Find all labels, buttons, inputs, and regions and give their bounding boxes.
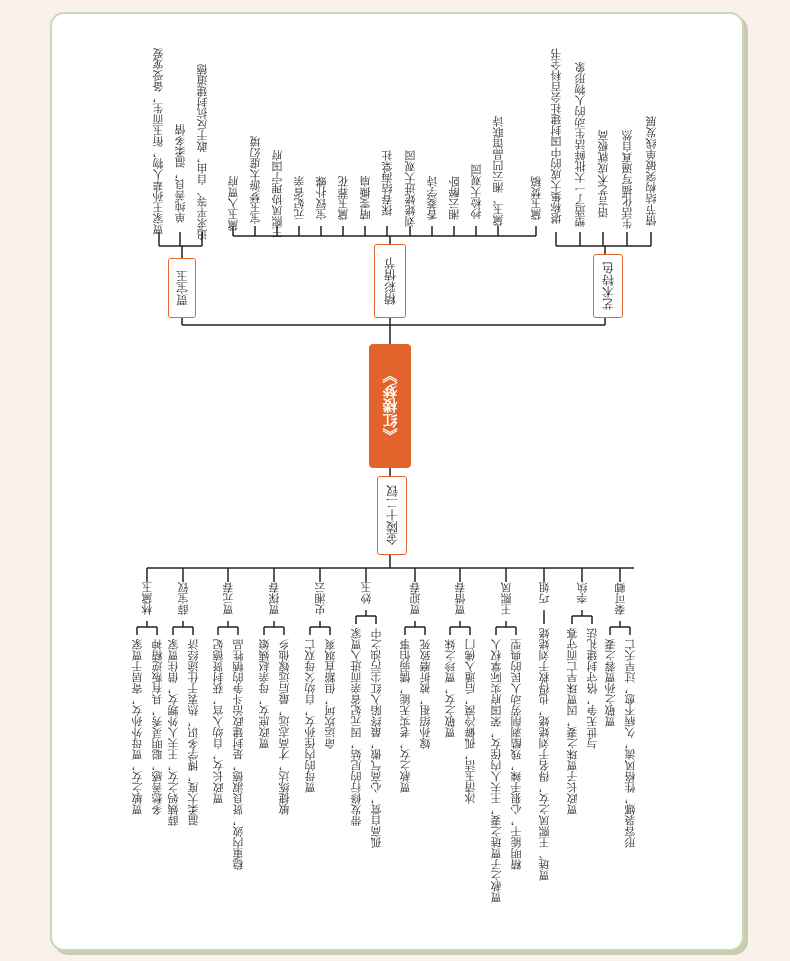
- member-name[interactable]: 王熙凤: [500, 582, 513, 615]
- plot-item: 探春结海棠社: [381, 150, 394, 216]
- member-detail-connector: [356, 610, 376, 624]
- member-name[interactable]: 贾探春: [268, 582, 281, 615]
- plot-item: 湘云醉卧: [448, 176, 461, 220]
- plot-item: 黛玉葬花: [337, 176, 350, 220]
- member-name[interactable]: 林黛玉: [141, 582, 154, 615]
- member-name[interactable]: 史湘云: [314, 582, 327, 615]
- member-detail: 精明能干，心狠手辣，残酷剥削劳动人民的典型: [510, 639, 523, 870]
- bracket-twelve: [147, 553, 634, 568]
- member-name[interactable]: 贾惜春: [454, 582, 467, 615]
- plot-item: 元妃省亲: [293, 176, 306, 220]
- art-item: 塑造了一大批鲜活生动的人物形象: [574, 62, 587, 227]
- plot-item: 宝玉梦游太虚幻境: [249, 136, 262, 224]
- baoyu-item: 贾家王孙辈人物，衔玉而生，备受宠爱: [152, 48, 165, 235]
- branch-box-jia-baoyu[interactable]: 贾宝玉: [168, 258, 196, 318]
- member-detail-connector: [173, 621, 193, 635]
- member-name[interactable]: 巧姐: [538, 582, 551, 604]
- plot-item: 黛玉焚稿: [530, 176, 543, 220]
- baoyu-item: 单纯善良，温柔多情: [174, 124, 187, 223]
- plot-item: 王熙凤协理宁国府: [271, 150, 284, 238]
- plot-item: 抄检大观园: [470, 164, 483, 219]
- member-detail-connector: [572, 610, 592, 624]
- member-detail: 贾政庶女，母亲赵姨娘: [258, 639, 271, 749]
- plot-item: 晴雯撕扇: [359, 176, 372, 220]
- member-detail: 嫁孙绍祖，被折磨致死: [419, 639, 432, 749]
- member-detail-connector: [405, 621, 425, 635]
- member-detail: 贾政长子贾珠之妻，因贾珠早亡而守寡: [566, 628, 579, 815]
- member-detail: 稳重内敛，贤良淑德，是封建政治斗争的牺牲品: [232, 639, 245, 870]
- plot-item: 宝钗扑蝶: [315, 176, 328, 220]
- baoyu-item: 追求平等、自由，敢于反抗封建道德: [196, 64, 209, 240]
- member-detail-connector: [264, 621, 284, 635]
- member-name[interactable]: 贾迎春: [409, 582, 422, 615]
- member-detail: 贾敏之女，贾母外孙女，寄居于贾家: [131, 639, 144, 815]
- branch-box-art[interactable]: 艺术特色: [593, 254, 623, 318]
- member-detail: 贾政长女，自幼入宫，获封贤德妃: [212, 639, 225, 804]
- member-name[interactable]: 李纨: [576, 582, 589, 604]
- member-name[interactable]: 秦可卿: [614, 582, 627, 615]
- member-detail: 多愁善感，聪明灵秀，具有叛逆精神: [151, 639, 164, 815]
- member-detail: 贾赦之子贾琏之妻，王夫人内侄女，荣国府实际掌权人: [490, 639, 503, 903]
- member-detail: 孤高自赏，心高气傲，最终陷入红尘污浊之中: [370, 628, 383, 848]
- branch-box-twelve-beauties[interactable]: 金陵十二钗: [377, 476, 407, 555]
- member-detail: 贾母的内侄孙女，自幼父母双亡: [304, 639, 317, 793]
- member-detail: 温柔大度，博学多识，热衷于仕途经济: [187, 639, 200, 826]
- member-detail: 贾琏、王熙凤之女，得名于刘姥姥，也得救于刘姥姥: [538, 628, 551, 881]
- member-detail-connector: [496, 621, 516, 635]
- member-detail: 冰清玉洁，孤僻冷漠，后遁入佛门: [464, 639, 477, 804]
- member-detail: 敏捷练达，才高志远，最后远嫁他乡: [278, 639, 291, 815]
- member-detail-connector: [218, 621, 238, 635]
- branch-box-plot[interactable]: 精彩情节: [374, 244, 406, 318]
- plot-item: 香菱学诗: [426, 176, 439, 220]
- center-node[interactable]: 《红楼梦》: [369, 344, 411, 468]
- art-item: 语言艺术成就极高: [597, 130, 610, 218]
- member-detail: 形容袅娜，性格风流，久病不愈，过早夭亡: [624, 639, 637, 848]
- member-name[interactable]: 妙玉: [360, 582, 373, 604]
- member-name[interactable]: 薛宝钗: [177, 582, 190, 615]
- member-detail: 带发修行的尼姑，因元妃省亲而进入贾家: [350, 628, 363, 826]
- art-item: 生活化描写逼真自然: [621, 130, 634, 229]
- member-detail-connector: [137, 621, 157, 635]
- plot-item: 刘姥姥进大观园: [404, 150, 417, 227]
- plot-item: 黛玉、湘云凹晶馆联诗: [492, 116, 505, 226]
- member-detail: 与世无争，恪守封建礼法: [586, 628, 599, 749]
- member-detail-connector: [310, 621, 330, 635]
- member-detail: 贾敬之女，贾珍之妹: [444, 639, 457, 738]
- member-detail: 薛姨妈之女，王夫人外甥女，借住贾家: [167, 639, 180, 826]
- member-detail: 贾敬之孙贾蓉之妻: [604, 639, 617, 727]
- member-name[interactable]: 贾元春: [222, 582, 235, 615]
- art-item: 情节结构突破单线发展: [645, 116, 658, 226]
- member-detail: 命运坎坷，但豁直飒爽: [324, 639, 337, 749]
- bracket-art: [556, 232, 651, 254]
- member-detail-connector: [450, 621, 470, 635]
- plot-item: 黛玉入贾府: [227, 176, 240, 231]
- art-item: 堪称集大成的中国封建社会百科全书: [550, 48, 563, 224]
- member-detail: 贾赦之女，老实无能，懦弱怕事: [399, 639, 412, 793]
- member-detail-connector: [610, 621, 630, 635]
- trunk-top: [182, 315, 605, 344]
